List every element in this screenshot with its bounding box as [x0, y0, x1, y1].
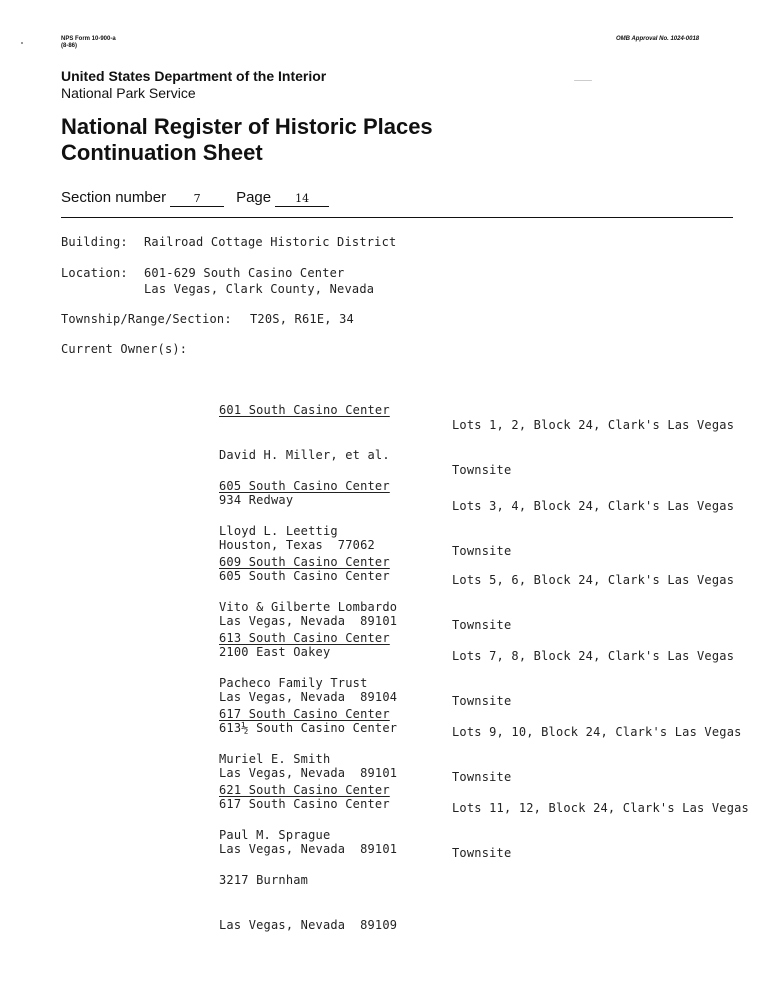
lot-text: Lots 11, 12, Block 24, Clark's Las Vegas [452, 801, 749, 815]
section-number-value: 7 [170, 192, 224, 207]
owner-property-address: 621 South Casino Center [219, 783, 390, 797]
owner-name: Muriel E. Smith [219, 752, 331, 766]
owner-name: Lloyd L. Leettig [219, 524, 338, 538]
lot-text-continued: Townsite [452, 694, 512, 708]
owner-entry [219, 753, 419, 948]
owner-address-line-2: Houston, Texas 77062 [219, 538, 375, 552]
form-number: NPS Form 10-900-a [61, 36, 116, 42]
lot-text: Lots 1, 2, Block 24, Clark's Las Vegas [452, 418, 735, 432]
location-line-1: 601-629 South Casino Center [144, 266, 345, 280]
owner-address-line-2: Las Vegas, Nevada 89101 [219, 842, 398, 856]
section-page-row [61, 188, 329, 208]
page-number-value: 14 [275, 192, 329, 207]
location-label: Location: [61, 266, 128, 280]
service-name: National Park Service [61, 85, 196, 101]
owner-property-address: 609 South Casino Center [219, 555, 390, 569]
owner-property-address: 601 South Casino Center [219, 403, 390, 417]
owner-name: Paul M. Sprague [219, 828, 331, 842]
section-number-label: Section number [61, 189, 167, 206]
agency-block [61, 68, 326, 102]
lot-text-continued: Townsite [452, 770, 512, 784]
owner-address-line-1: 617 South Casino Center [219, 797, 390, 811]
omb-approval: OMB Approval No. 1024-0018 [616, 36, 700, 42]
scan-speck [574, 80, 592, 81]
lot-text-continued: Townsite [452, 846, 512, 860]
owner-name: Vito & Gilberte Lombardo [219, 600, 398, 614]
lot-text-continued: Townsite [452, 618, 512, 632]
building-value: Railroad Cottage Historic District [144, 235, 397, 249]
owner-address-line-1: 934 Redway [219, 493, 294, 507]
owner-address-line-1: 605 South Casino Center [219, 569, 390, 583]
header-divider [61, 217, 733, 218]
owner-name: David H. Miller, et al. [219, 448, 390, 462]
lot-description [452, 771, 762, 876]
owner-property-address: 613 South Casino Center [219, 631, 390, 645]
township-range-section-label: Township/Range/Section: [61, 312, 232, 326]
lot-text-continued: Townsite [452, 463, 512, 477]
lot-text-continued: Townsite [452, 544, 512, 558]
owner-address-line-2: Las Vegas, Nevada 89101 [219, 766, 398, 780]
owner-address-line-2: Las Vegas, Nevada 89109 [219, 918, 398, 932]
owner-address-line-1: 613½ South Casino Center [219, 721, 398, 735]
owner-address-line-1: 2100 East Oakey [219, 645, 331, 659]
current-owners-label: Current Owner(s): [61, 342, 188, 356]
form-identifier [61, 36, 116, 50]
owner-name: Pacheco Family Trust [219, 676, 368, 690]
scan-speck [21, 42, 23, 44]
lot-text: Lots 3, 4, Block 24, Clark's Las Vegas [452, 499, 735, 513]
owner-address-line-1: 3217 Burnham [219, 873, 309, 887]
title-line-1: National Register of Historic Places [61, 114, 433, 139]
township-range-section-value: T20S, R61E, 34 [250, 312, 354, 326]
form-revision: (8-86) [61, 43, 78, 49]
owner-property-address: 605 South Casino Center [219, 479, 390, 493]
owner-property-address: 617 South Casino Center [219, 707, 390, 721]
page-title [61, 114, 433, 166]
lot-text: Lots 5, 6, Block 24, Clark's Las Vegas [452, 573, 735, 587]
location-line-2: Las Vegas, Clark County, Nevada [144, 282, 375, 296]
lot-text: Lots 9, 10, Block 24, Clark's Las Vegas [452, 725, 742, 739]
owner-address-line-2: Las Vegas, Nevada 89104 [219, 690, 398, 704]
title-line-2: Continuation Sheet [61, 140, 263, 165]
building-label: Building: [61, 235, 128, 249]
page-label: Page [236, 189, 272, 206]
owner-address-line-2: Las Vegas, Nevada 89101 [219, 614, 398, 628]
department-name: United States Department of the Interior [61, 68, 327, 84]
lot-text: Lots 7, 8, Block 24, Clark's Las Vegas [452, 649, 735, 663]
